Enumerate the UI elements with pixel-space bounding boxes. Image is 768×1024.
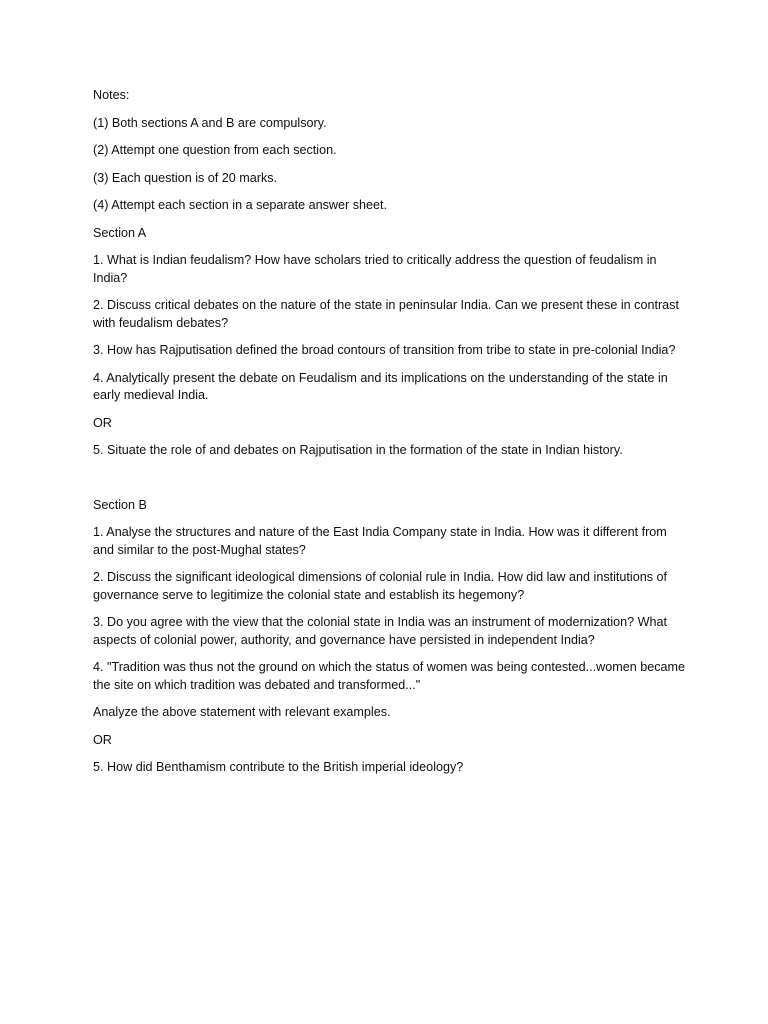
section-a-question: 1. What is Indian feudalism? How have scholars tried to critically address the question of feudalism in India?	[93, 253, 657, 285]
note-item: (1) Both sections A and B are compulsory.	[93, 115, 327, 130]
section-b-question: 3. Do you agree with the view that the colonial state in India was an instrument of modernization? What aspects of colonial power, authority, and governance have persisted in independent India?	[93, 615, 668, 647]
section-spacer	[93, 470, 688, 497]
section-a-question: 3. How has Rajputisation defined the broad contours of transition from tribe to state in pre-colonial India?	[93, 343, 676, 357]
section-a-question: 4. Analytically present the debate on Feudalism and its implications on the understanding of the state in early medieval India.	[93, 370, 668, 402]
note-item: (2) Attempt one question from each section.	[93, 143, 337, 157]
section-b-question: 2. Discuss the significant ideological dimensions of colonial rule in India. How did law and institutions of governance serve to legitimize the colonial state and establish its hegemony?	[93, 570, 668, 602]
section-b-question: 4. "Tradition was thus not the ground on which the status of women was being contested...women became the site on which tradition was debated and transformed..."	[93, 660, 686, 692]
section-a-question: 2. Discuss critical debates on the nature of the state in peninsular India. Can we present these in contrast with feudalism debates?	[93, 298, 679, 330]
section-b-or: OR	[93, 732, 112, 747]
section-a-heading: Section A	[93, 225, 147, 240]
notes-heading: Notes:	[93, 88, 130, 102]
note-item: (4) Attempt each section in a separate answer sheet.	[93, 198, 388, 212]
document-page	[93, 87, 688, 787]
section-b-instruction: Analyze the above statement with relevant examples.	[93, 705, 391, 719]
section-a-alternative-question: 5. Situate the role of and debates on Rajputisation in the formation of the state in Indian history.	[93, 443, 623, 457]
section-b-heading: Section B	[93, 497, 147, 512]
section-b-alternative-question: 5. How did Benthamism contribute to the British imperial ideology?	[93, 760, 464, 774]
section-a-or: OR	[93, 415, 112, 430]
section-b-question: 1. Analyse the structures and nature of the East India Company state in India. How was it different from and similar to the post-Mughal states?	[93, 525, 667, 557]
note-item: (3) Each question is of 20 marks.	[93, 170, 278, 185]
